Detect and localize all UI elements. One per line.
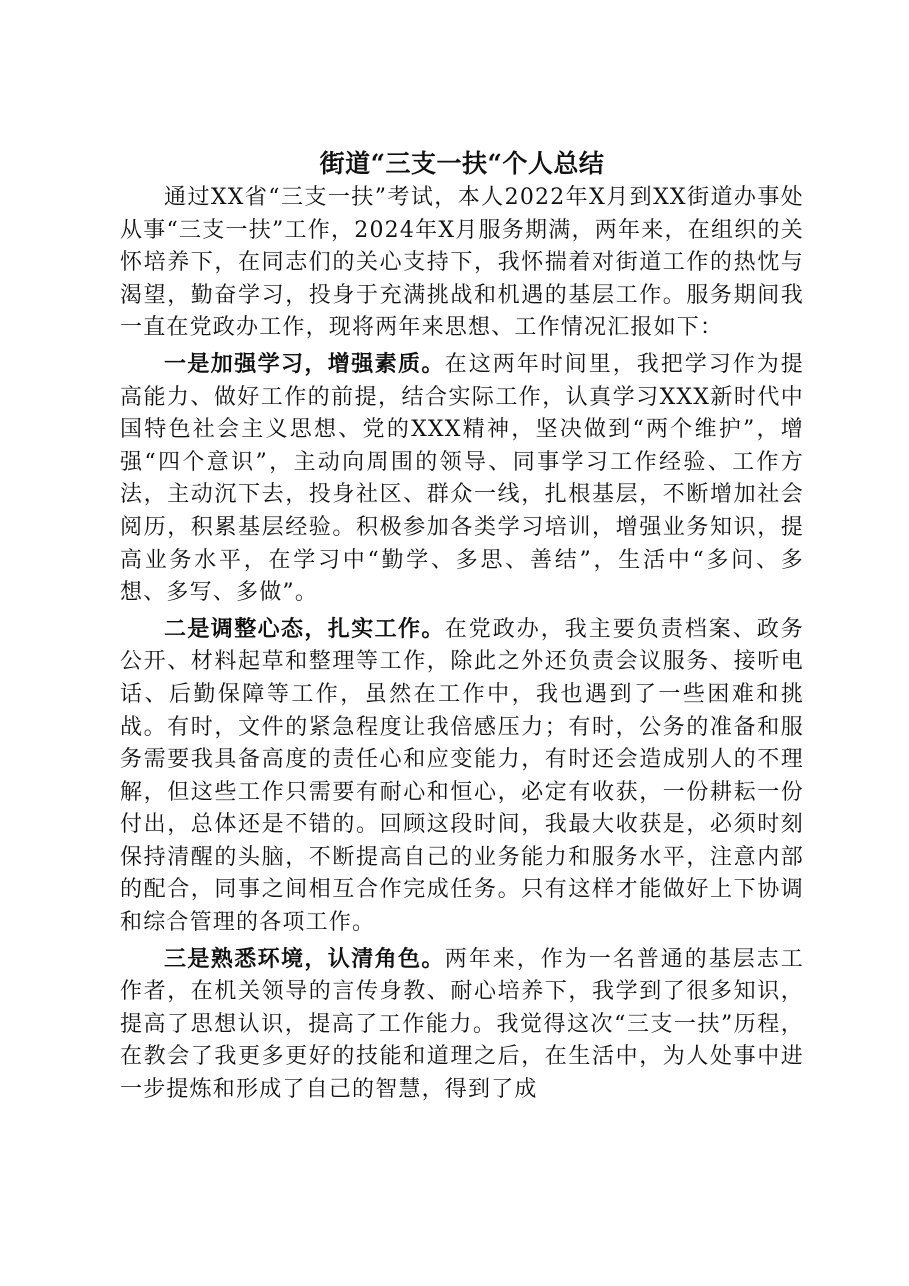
section-lead-1: 一是加强学习，增强素质。	[164, 351, 445, 377]
document-title: 街道“三支一扶“个人总结	[319, 149, 605, 178]
section-lead-2: 二是调整心态，扎实工作。	[164, 616, 445, 642]
section-body-2: 在党政办，我主要负责档案、政务公开、材料起草和整理等工作，除此之外还负责会议服务、接听电话、后勤保障等工作，虽然在工作中，我也遇到了一些困难和挑战。有时，文件的紧急程度让我倍感压力；有时，公务的准备和服务需要我具备高度的责任心和应变能力，有时还会造成别人的不理解，但这些工作只需要有耐心和恒心，必定有收获，一份耕耘一份付出，总体还是不错的。回顾这段时间，我最大收获是，必须时刻保持清醒的头脑，不断提高自己的业务能力和服务水平，注意内部的配合，同事之间相互合作完成任务。只有这样才能做好上下协调和综合管理的各项工作。	[120, 616, 804, 936]
section-body-1: 在这两年时间里，我把学习作为提高能力、做好工作的前提，结合实际工作，认真学习XXX新时代中国特色社会主义思想、党的XXX精神，坚决做到“两个维护”，增强“四个意识”，主动向周围的领导、同事学习工作经验、工作方法，主动沉下去，投身社区、群众一线，扎根基层，不断增加社会阅历，积累基层经验。积极参加各类学习培训，增强业务知识，提高业务水平，在学习中“勤学、多思、善结”，生活中“多问、多想、多写、多做”。	[120, 351, 804, 606]
section-lead-3: 三是熟悉环境，认清角色。	[164, 946, 445, 972]
section-paragraph-3	[120, 944, 804, 1107]
intro-paragraph: 通过XX省“三支一扶”考试，本人2022年X月到XX街道办事处从事“三支一扶”工作，2024年X月服务期满，两年来，在组织的关怀培养下，在同志们的关心支持下，我怀揣着对街道工作的热忱与渴望，勤奋学习，投身于充满挑战和机遇的基层工作。服务期间我一直在党政办工作，现将两年来思想、工作情况汇报如下：	[120, 185, 804, 341]
section-body-3: 两年来，作为一名普通的基层志工作者，在机关领导的言传身教、耐心培养下，我学到了很多知识，提高了思想认识，提高了工作能力。我觉得这次“三支一扶”历程，在教会了我更多更好的技能和道理之后，在生活中，为人处事中进一步提炼和形成了自己的智慧，得到了成	[120, 946, 804, 1103]
section-paragraph-1	[120, 349, 804, 610]
section-paragraph-2	[120, 614, 804, 940]
document-content	[120, 146, 804, 1107]
